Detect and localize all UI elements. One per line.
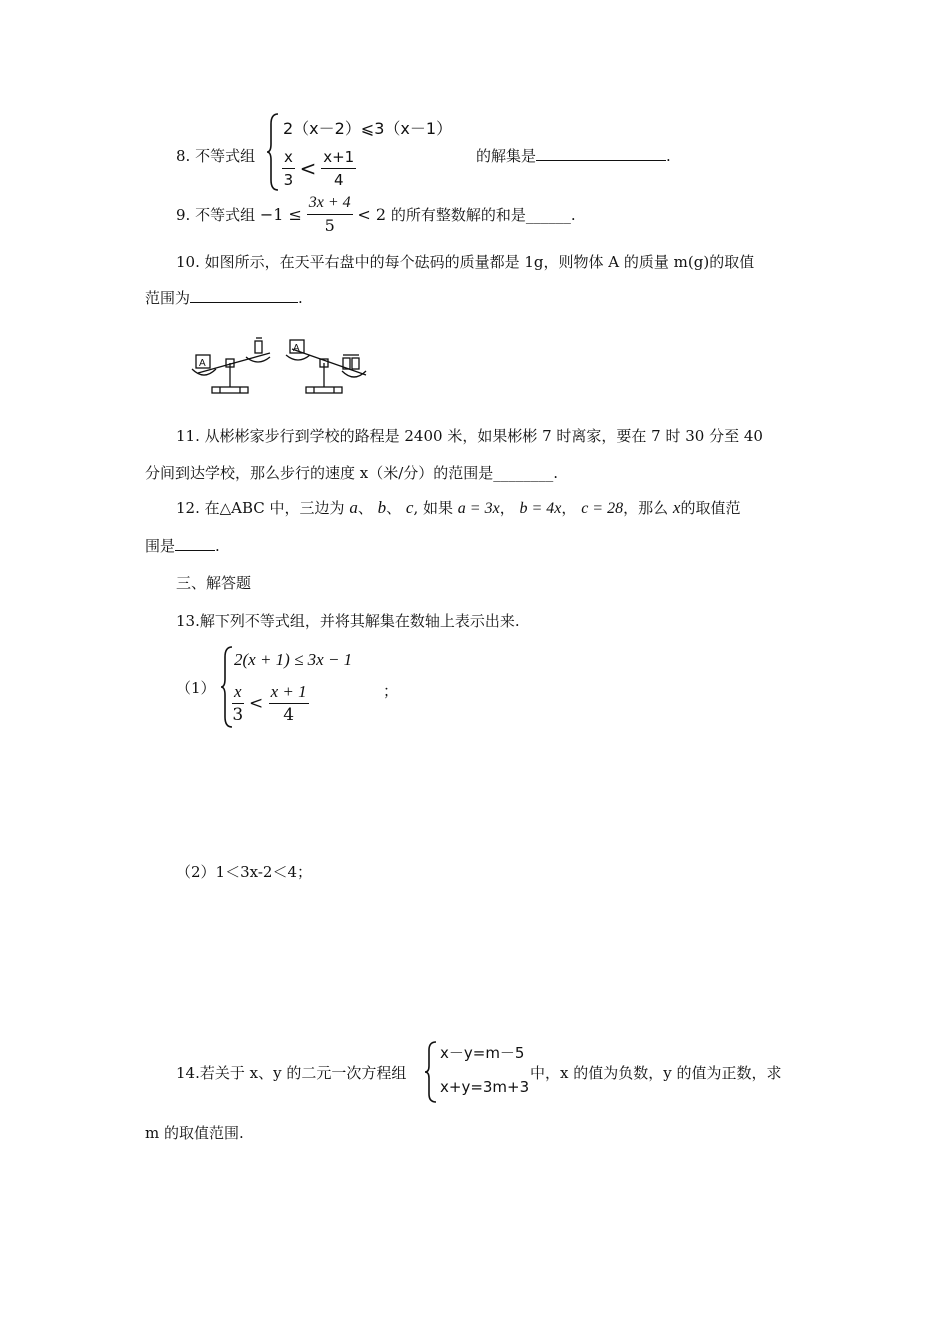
q13-part1-end: ； [383, 682, 399, 700]
q9-line: 9. 不等式组 −1 ≤ $\frac{3x + 4}{5}$ < 2 的所有整数解的和是______. [176, 194, 576, 235]
q8-line2 [282, 146, 356, 191]
q13-part1-line1: 2(x + 1) ≤ 3x − 1 [234, 650, 353, 669]
q8-lt: < [299, 156, 317, 181]
q12-line2: 围是 . [145, 537, 220, 555]
q13-title: 13.解下列不等式组，并将其解集在数轴上表示出来. [176, 612, 520, 630]
q11-line2: 分间到达学校，那么步行的速度 x（米/分）的范围是________. [145, 464, 559, 482]
q13-part1-label: （1） [176, 679, 216, 697]
section-3-heading: 三、解答题 [176, 574, 252, 592]
q10-blank[interactable] [190, 302, 298, 303]
q14-prefix: 14.若关于 x、y 的二元一次方程组 [176, 1064, 407, 1082]
q14-eq1: x－y=m－5 [440, 1044, 525, 1062]
q12-blank[interactable] [175, 550, 215, 551]
q8-brace [266, 112, 280, 196]
q14-line2: m 的取值范围. [145, 1124, 244, 1142]
q8-frac2: $\frac{x+1}{4}$ [323, 148, 355, 189]
q8-line1: 2（x－2）⩽3（x－1） [283, 119, 453, 138]
q14-suffix: 中，x 的值为负数，y 的值为正数，求 [530, 1064, 782, 1082]
q9-frac: $\frac{3x + 4}{5}$ [308, 194, 351, 235]
q8-answer: 的解集是 . [476, 147, 671, 165]
q10-line1: 10. 如图所示，在天平右盘中的每个砝码的质量都是 1g，则物体 A 的质量 m(g)的取值 [176, 253, 755, 271]
q14-brace [424, 1040, 438, 1108]
balance-scales-figure [190, 335, 380, 397]
q13-frac1: $\frac{x}{3}$ [232, 682, 244, 725]
q8-prefix: 8. 不等式组 [176, 147, 256, 165]
q8-blank[interactable] [536, 160, 666, 161]
q13-frac2: $\frac{x + 1}{4}$ [270, 682, 307, 725]
q13-part1-line2: $\frac{x}{3}$ < $\frac{x + 1}{4}$ [232, 682, 307, 725]
q12-line1: 12. 在△ABC 中，三边为 a、 b、 c, 如果 a = 3x， b = 4x， c = 28，那么 x的取值范 [176, 498, 741, 517]
scale-a-label-1: A [199, 358, 206, 369]
q14-eq2: x+y=3m+3 [440, 1078, 530, 1096]
q10-line2: 范围为 . [145, 289, 303, 307]
scale-a-label-2: A [293, 343, 300, 354]
q11-line1: 11. 从彬彬家步行到学校的路程是 2400 米，如果彬彬 7 时离家，要在 7 时 30 分至 40 [176, 427, 763, 445]
q13-part2: （2）1＜3x-2＜4； [176, 863, 312, 881]
q8-frac1: $\frac{x}{3}$ [283, 148, 294, 189]
